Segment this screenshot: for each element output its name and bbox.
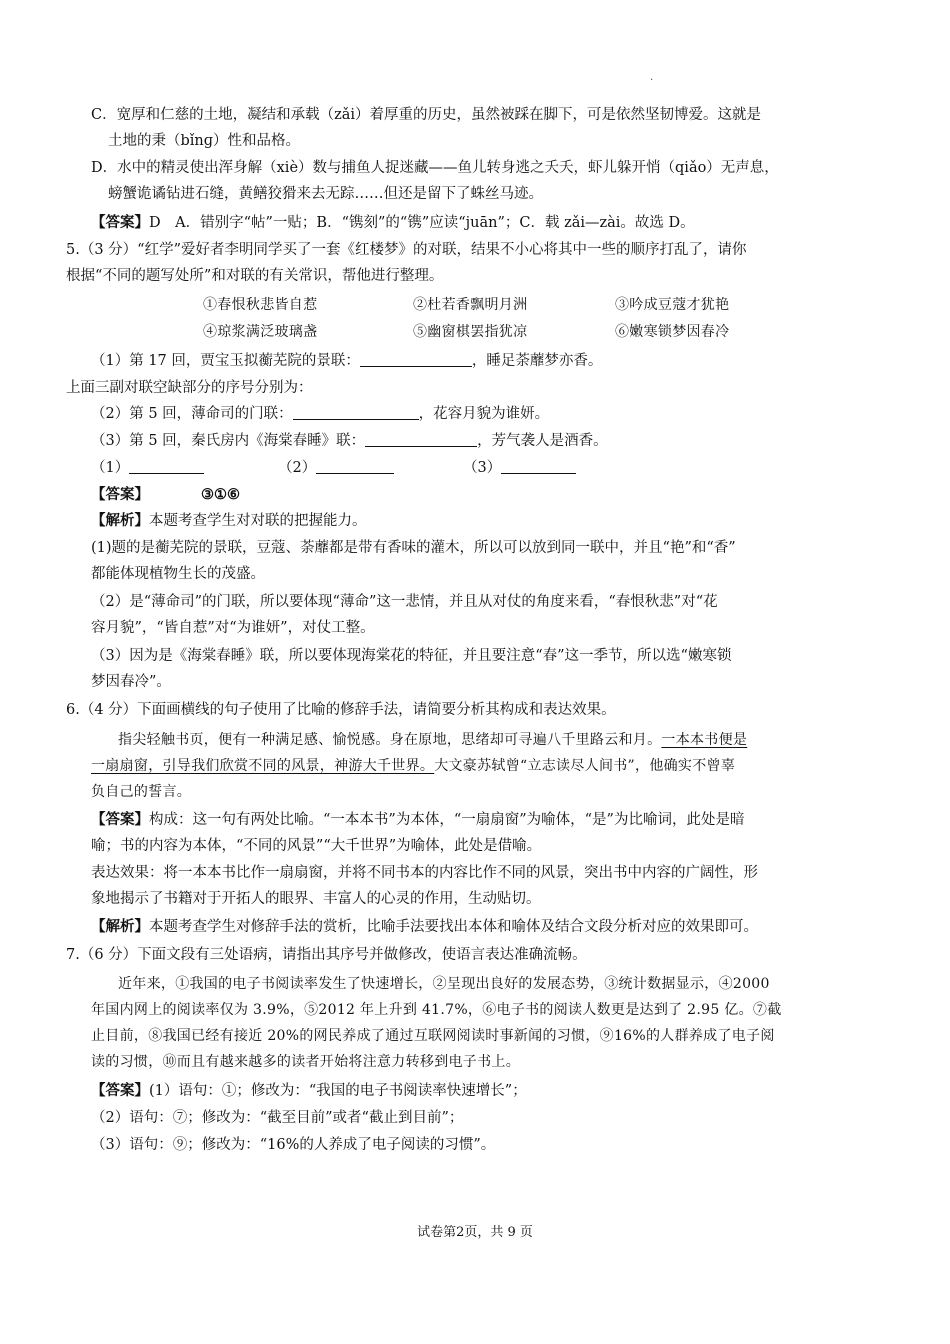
q5-sub3-text-a: （3）第 5 回，秦氏房内《海棠春睡》联： (91, 433, 366, 449)
q5-fill-2-label: （2） (278, 460, 317, 476)
q5-analysis-1-line1: (1)题的是蘅芜院的景联，豆蔻、荼蘼都是带有香味的灌木，所以可以放到同一联中，并且“艳”和“香” (91, 540, 736, 556)
answer-text: 构成：这一句有两处比喻。“一本本书”为本体，“一扇扇窗”为喻体，“是”为比喻词，此处是暗 (149, 812, 745, 828)
q5-option-4: ④琼浆满泛玻璃盏 (203, 324, 318, 340)
q5-fill-1-label: （1） (91, 460, 130, 476)
answer-text: ③①⑥ (201, 486, 240, 503)
q7-stem: 7.（6 分）下面文段有三处语病，请指出其序号并做修改，使语言表达准确流畅。 (66, 947, 587, 963)
q5-sub1-blank[interactable] (360, 352, 472, 367)
q5-option-3: ③吟成豆蔻才犹艳 (615, 297, 730, 313)
q6-passage-line2 (91, 756, 735, 776)
q7-passage-line1: 近年来，①我国的电子书阅读率发生了快速增长，②呈现出良好的发展态势，③统计数据显示，④2000 (118, 976, 770, 992)
analysis-label: 【解析】 (91, 512, 149, 529)
q5-sub2-text-b: ，花容月貌为谁妍。 (418, 406, 550, 422)
q5-analysis-2-line1: （2）是“薄命司”的门联，所以要体现“薄命”这一悲情，并且从对仗的角度来看，“春恨秋悲”对“花 (91, 594, 718, 610)
q5-analysis-2-line2: 容月貌”，“皆自惹”对“为谁妍”，对仗工整。 (91, 620, 375, 636)
q6-passage-line1 (118, 730, 747, 750)
q5-note: 上面三副对联空缺部分的序号分别为： (66, 380, 313, 396)
q6-answer (91, 810, 744, 830)
analysis-label: 【解析】 (91, 918, 149, 935)
q4-answer (91, 213, 695, 233)
q5-stem-line2: 根据“不同的题写处所”和对联的有关常识，帮他进行整理。 (66, 268, 444, 284)
q4-option-d-line2: 螃蟹诡谲钻进石缝，黄鳝狡猾来去无踪……但还是留下了蛛丝马迹。 (108, 186, 543, 202)
q5-analysis-3-line1: （3）因为是《海棠春睡》联，所以要体现海棠花的特征，并且要注意“春”这一季节，所以选“嫩寒锁 (91, 648, 732, 664)
q5-fill-2-blank[interactable] (316, 459, 394, 474)
q6-passage-text: 大文豪苏轼曾“立志读尽人间书”，他确实不曾辜 (434, 758, 736, 774)
q4-option-c-line2: 土地的秉（bǐnɡ）性和品格。 (108, 133, 301, 149)
q5-fill-3-label: （3） (463, 460, 502, 476)
answer-label: 【答案】 (91, 1082, 149, 1099)
q5-analysis (91, 511, 367, 531)
q6-passage-text: 指尖轻触书页，便有一种满足感、愉悦感。身在原地，思绪却可寻遍八千里路云和月。 (118, 732, 662, 748)
q5-fill-3 (463, 458, 576, 478)
q6-answer-line2: 喻；书的内容为本体，“不同的风景”“大千世界”为喻体，此处是借喻。 (91, 838, 542, 854)
q5-option-1: ①春恨秋悲皆自惹 (203, 297, 318, 313)
answer-text: D A．错别字“帖”一贴；B．“镌刻”的“镌”应读“juān”；C．载 zǎi—zài。故选 D。 (149, 215, 695, 231)
q5-fill-1-blank[interactable] (129, 459, 204, 474)
q7-passage-line4: 读的习惯，⑩而且有越来越多的读者开始将注意力转移到电子书上。 (91, 1054, 520, 1070)
q5-analysis-3-line2: 梦因春冷”。 (91, 674, 171, 690)
q5-stem-line1: 5.（3 分）“红学”爱好者李明同学买了一套《红楼梦》的对联，结果不小心将其中一些的顺序打乱了，请你 (66, 242, 747, 258)
q5-option-5: ⑤幽窗棋罢指犹凉 (413, 324, 528, 340)
q5-option-2: ②杜若香飘明月洲 (413, 297, 528, 313)
q5-sub2 (91, 404, 549, 424)
page-footer: 试卷第2页，共 9 页 (417, 1225, 533, 1240)
q5-fill-3-blank[interactable] (501, 459, 576, 474)
q5-fill-2 (278, 458, 394, 478)
q5-sub1 (91, 351, 602, 371)
q5-sub3 (91, 431, 608, 451)
q5-sub1-text-b: ，睡足荼蘼梦亦香。 (471, 353, 603, 369)
q5-answer (91, 485, 240, 505)
analysis-text: 本题考查学生对对联的把握能力。 (149, 513, 367, 529)
q6-stem: 6.（4 分）下面画横线的句子使用了比喻的修辞手法，请简要分析其构成和表达效果。 (66, 702, 616, 718)
q5-sub3-text-b: ，芳气袭人是酒香。 (477, 433, 608, 449)
q5-sub3-blank[interactable] (365, 432, 477, 447)
q6-answer-line4: 象地揭示了书籍对于开拓人的眼界、丰富人的心灵的作用，生动贴切。 (91, 891, 541, 907)
q6-underlined-sentence-part1: 一本本书便是 (661, 732, 748, 748)
q5-fill-1 (91, 458, 204, 478)
analysis-text: 本题考查学生对修辞手法的赏析，比喻手法要找出本体和喻体及结合文段分析对应的效果即可。 (149, 919, 758, 935)
q7-answer-line2: （2）语句：⑦；修改为：“截至目前”或者“截止到目前”； (91, 1110, 464, 1126)
q6-answer-line3: 表达效果：将一本本书比作一扇扇窗，并将不同书本的内容比作不同的风景，突出书中内容的广阔性，形 (91, 865, 758, 881)
q5-sub1-text-a: （1）第 17 回，贾宝玉拟蘅芜院的景联： (91, 353, 360, 369)
q4-option-c-line1: C．宽厚和仁慈的土地，凝结和承载（zǎi）着厚重的历史，虽然被踩在脚下，可是依然坚韧博爱。这就是 (91, 107, 762, 123)
q7-passage-line2: 年国内网上的阅读率仅为 3.9%，⑤2012 年上升到 41.7%，⑥电子书的阅读人数更是达到了 2.95 亿。⑦截 (91, 1002, 782, 1018)
q6-analysis (91, 917, 758, 937)
q7-passage-line3: 止目前，⑧我国已经有接近 20%的网民养成了通过互联网阅读时事新闻的习惯，⑨16%的人群养成了电子阅 (91, 1028, 775, 1044)
q5-sub2-text-a: （2）第 5 回，薄命司的门联： (91, 406, 293, 422)
answer-label: 【答案】 (91, 486, 149, 503)
answer-label: 【答案】 (91, 214, 149, 231)
q6-passage-line3: 负自己的誓言。 (91, 784, 192, 800)
answer-text: (1）语句：①；修改为：“我国的电子书阅读率快速增长”； (149, 1083, 527, 1099)
q4-option-d-line1: D．水中的精灵使出浑身解（xiè）数与捕鱼人捉迷藏——鱼儿转身逃之夭夭，虾儿躲开悄（qiǎo）无声息， (91, 160, 779, 176)
answer-label: 【答案】 (91, 811, 149, 828)
q7-answer-line3: （3）语句：⑨；修改为：“16%的人养成了电子阅读的习惯”。 (91, 1137, 496, 1153)
top-mark: . (650, 72, 654, 83)
q5-sub2-blank[interactable] (293, 405, 419, 420)
q5-analysis-1-line2: 都能体现植物生长的茂盛。 (91, 566, 265, 582)
q7-answer (91, 1081, 527, 1101)
q6-underlined-sentence-part2: 一扇扇窗，引导我们欣赏不同的风景，神游大千世界。 (91, 758, 435, 774)
q5-option-6: ⑥嫩寒锁梦因春冷 (615, 324, 730, 340)
